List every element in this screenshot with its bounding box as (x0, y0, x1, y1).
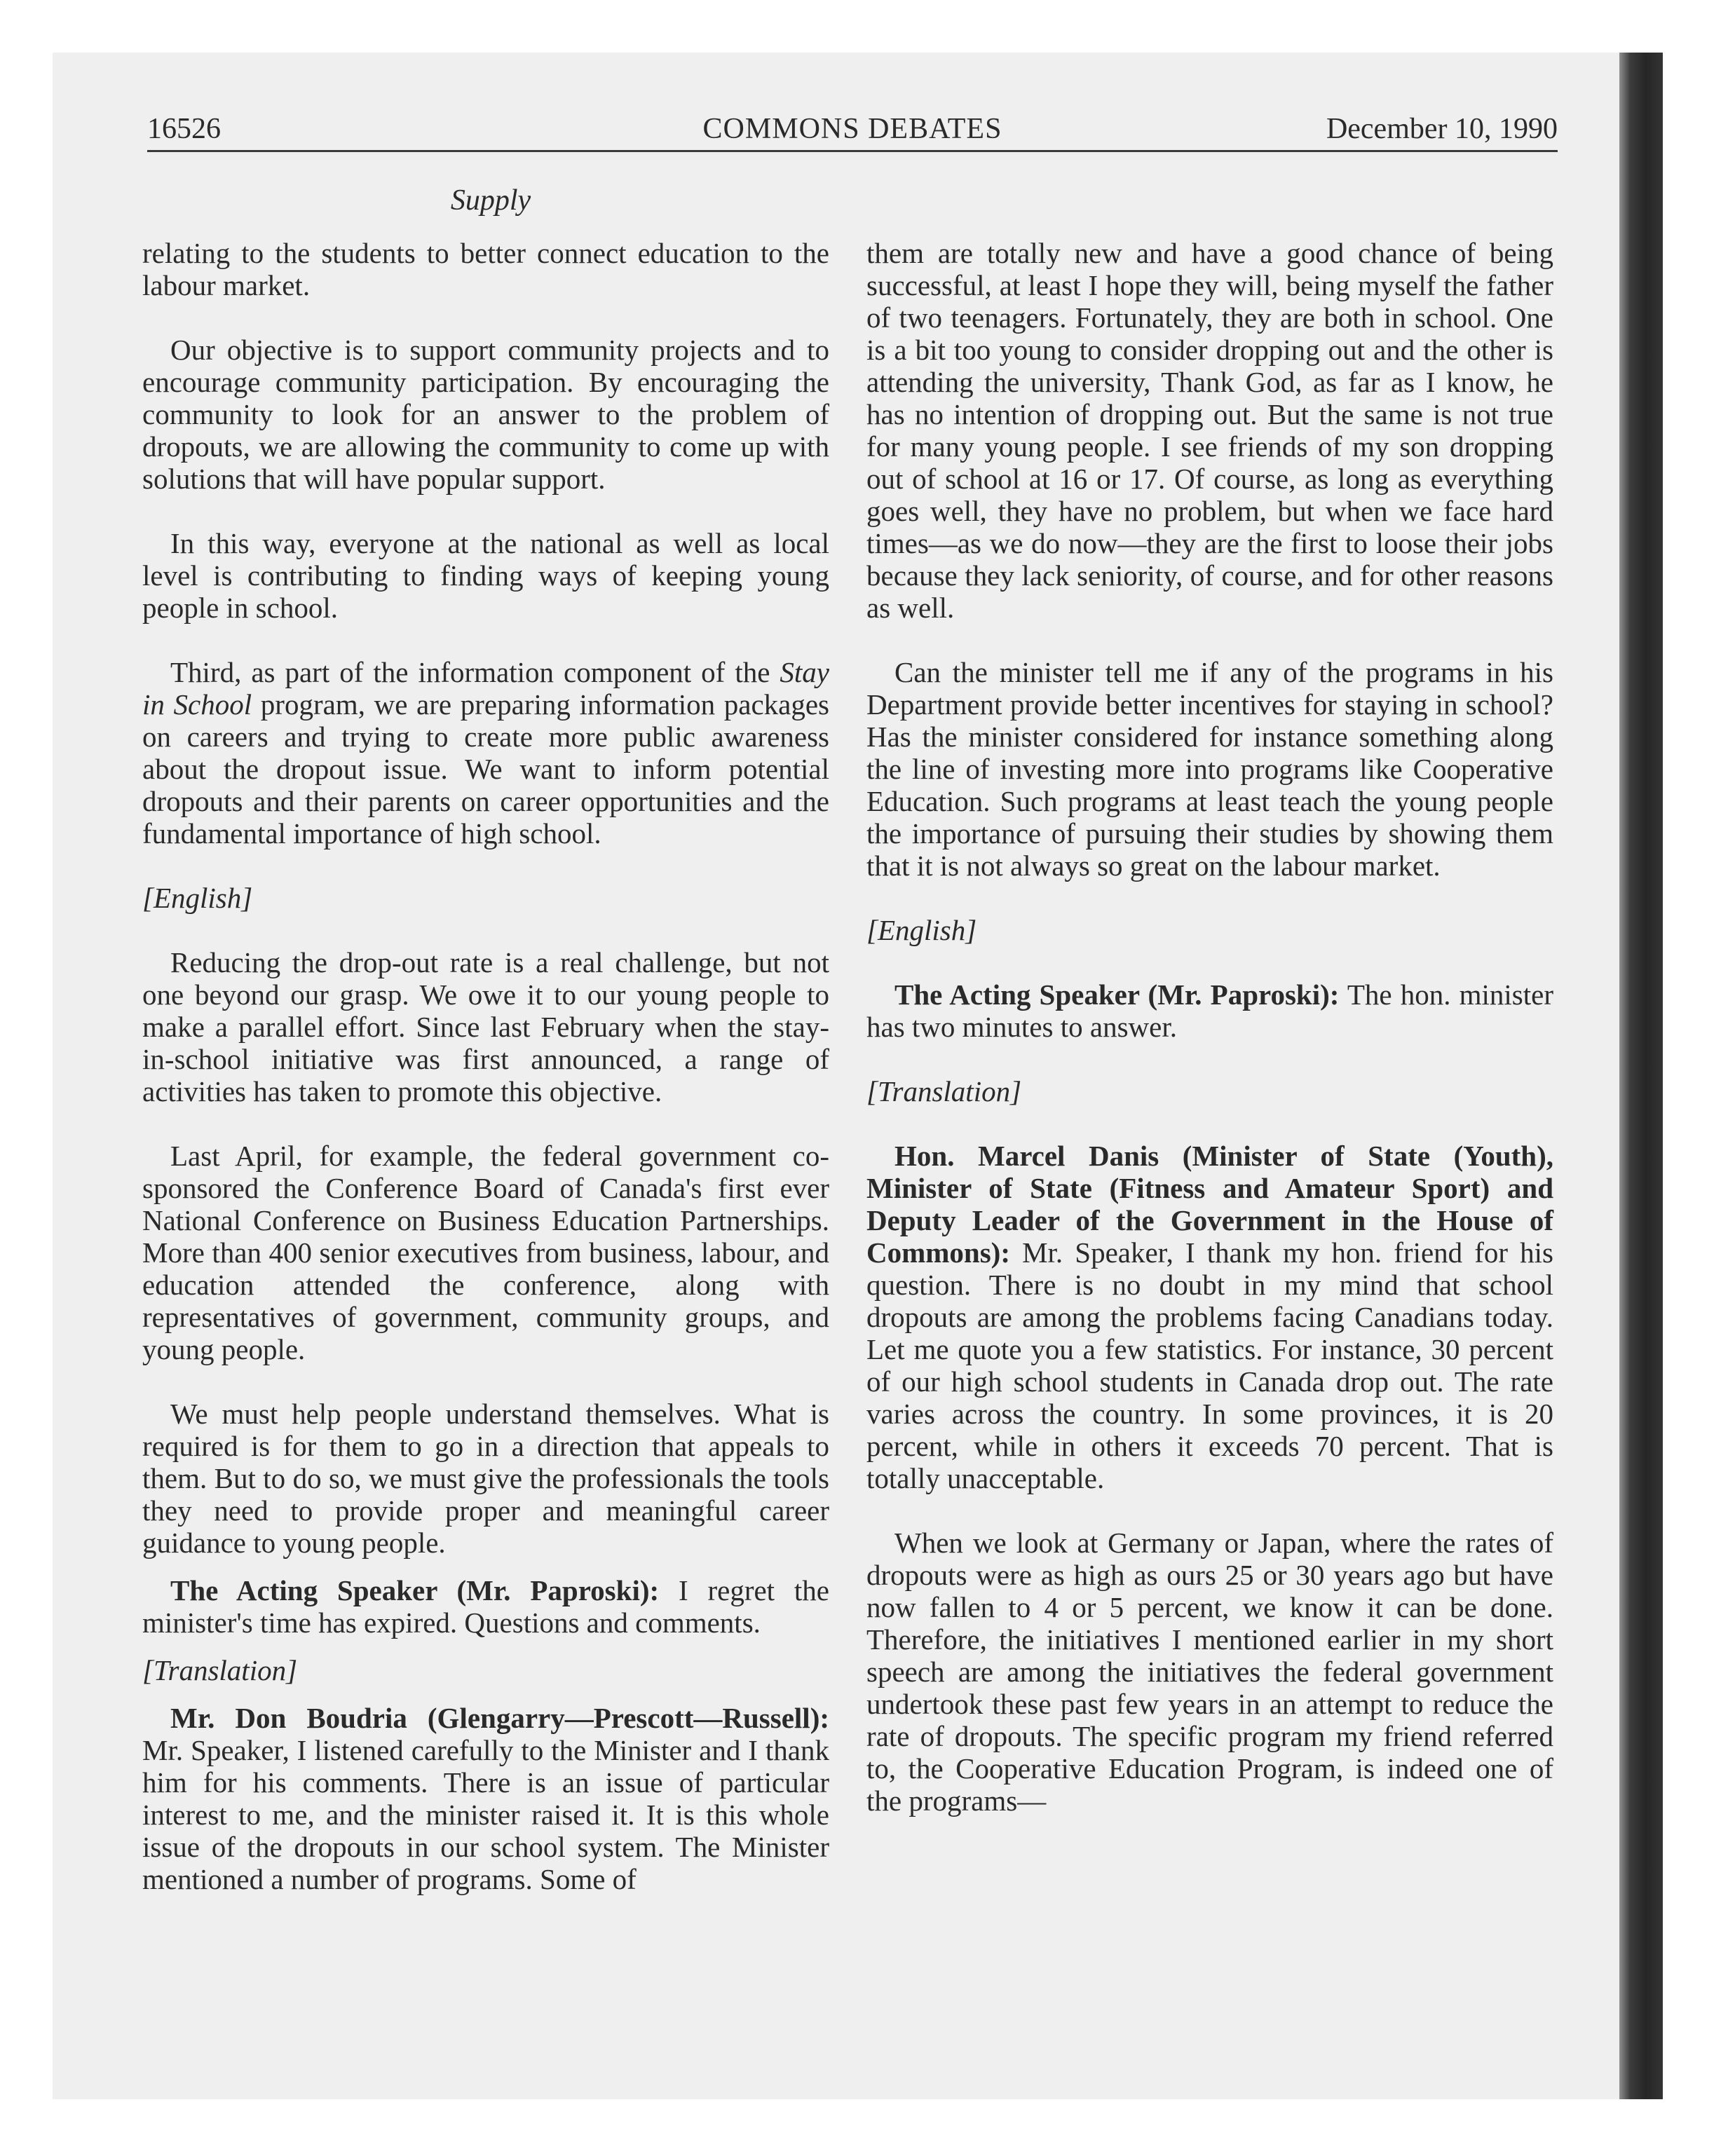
scan-edge-shadow (1619, 53, 1663, 2099)
paragraph: We must help people understand themselves. What is required is for them to go in a direction that appeals to them. But to do so, we must give the professionals the tools they need to provide proper and meaningful career guidance to young people. (142, 1398, 829, 1559)
speaker-name: Mr. Don Boudria (Glengarry—Prescott—Russell): (170, 1702, 829, 1734)
page-header (147, 112, 1558, 151)
running-head: Supply (450, 184, 531, 217)
paragraph: them are totally new and have a good chance of being successful, at least I hope they will, being myself the father of two teenagers. Fortunately, they are both in school. One is a bit too young to consider dropping out and the other is attending the university, Thank God, as far as I know, he has no intention of dropping out. But the same is not true for many young people. I see friends of my son dropping out of school at 16 or 17. Of course, as long as everything goes well, they have no problem, but when we face hard times—as we do now—they are the first to loose their jobs because they lack seniority, of course, and for other reasons as well. (866, 237, 1553, 624)
publication-date: December 10, 1990 (1326, 113, 1558, 145)
language-tag: [Translation] (142, 1654, 298, 1686)
paragraph: Can the minister tell me if any of the programs in his Department provide better incentives for staying in school? Has the minister considered for instance something along the line of investing more into programs like Cooperative Education. Such programs at least teach the young people the importance of pursuing their studies by showing them that it is not always so great on the labour market. (866, 656, 1553, 882)
left-column (142, 237, 829, 1928)
speaker-paragraph: The Acting Speaker (Mr. Paproski): The hon. minister has two minutes to answer. (866, 978, 1554, 1043)
paragraph: Third, as part of the information component of the Stay in School program, we are preparing information packages on careers and trying to create more public awareness about the dropout issue. We want to inform potential dropouts and their parents on career opportunities and the fundamental importance of high school. (142, 656, 829, 850)
program-name: Stay in School (142, 656, 829, 721)
speaker-paragraph: Hon. Marcel Danis (Minister of State (Youth), Minister of State (Fitness and Amateur Sport) and Deputy Leader of the Government in the House of Commons): Mr. Speaker, I thank my hon. friend for his question. There is no doubt in my mind that school dropouts are among the problems facing Canadians today. Let me quote you a few statistics. For instance, 30 percent of our high school students in Canada drop out. The rate varies across the country. In some provinces, it is 20 percent, while in others it exceeds 70 percent. That is totally unacceptable. (866, 1140, 1553, 1494)
paragraph: When we look at Germany or Japan, where the rates of dropouts were as high as ours 25 or 30 years ago but have now fallen to 4 or 5 percent, we know it can be done. Therefore, the initiatives I mentioned earlier in my short speech are among the initiatives the federal government undertook these past few years in an attempt to reduce the rate of dropouts. The specific program my friend referred to, the Cooperative Education Program, is indeed one of the programs— (866, 1527, 1553, 1817)
paragraph: In this way, everyone at the national as well as local level is contributing to finding ways of keeping young people in school. (142, 527, 829, 624)
speaker-name: The Acting Speaker (Mr. Paproski): (170, 1574, 660, 1606)
speaker-name: The Acting Speaker (Mr. Paproski): (894, 978, 1340, 1011)
page-number: 16526 (147, 113, 221, 145)
paragraph: Last April, for example, the federal government co-sponsored the Conference Board of Canada's first ever National Conference on Business Education Partnerships. More than 400 senior executives from business, labour, and education attended the conference, along with representatives of government, community groups, and young people. (142, 1140, 829, 1365)
language-tag: [Translation] (866, 1075, 1022, 1107)
speaker-paragraph: The Acting Speaker (Mr. Paproski): I regret the minister's time has expired. Questions and comments. (142, 1574, 829, 1639)
speaker-name: Hon. Marcel Danis (Minister of State (Youth), Minister of State (Fitness and Amateur Sport) and Deputy Leader of the Government in the House of Commons): (866, 1140, 1553, 1269)
header-rule (147, 150, 1558, 152)
language-tag: [English] (866, 914, 977, 946)
right-column (866, 237, 1553, 1849)
paragraph: Our objective is to support community projects and to encourage community participation. By encouraging the community to look for an answer to the problem of dropouts, we are allowing the community to come up with solutions that will have popular support. (142, 334, 829, 495)
language-tag: [English] (142, 882, 253, 914)
paragraph: Reducing the drop-out rate is a real challenge, but not one beyond our grasp. We owe it to our young people to make a parallel effort. Since last February when the stay-in-school initiative was first announced, a range of activities has taken to promote this objective. (142, 946, 829, 1107)
paragraph: relating to the students to better connect education to the labour market. (142, 237, 829, 301)
speaker-paragraph: Mr. Don Boudria (Glengarry—Prescott—Russell): Mr. Speaker, I listened carefully to the Minister and I thank him for his comments. There is an issue of particular interest to me, and the minister raised it. It is this whole issue of the dropouts in our school system. The Minister mentioned a number of programs. Some of (142, 1702, 829, 1895)
publication-title: COMMONS DEBATES (702, 113, 1002, 145)
